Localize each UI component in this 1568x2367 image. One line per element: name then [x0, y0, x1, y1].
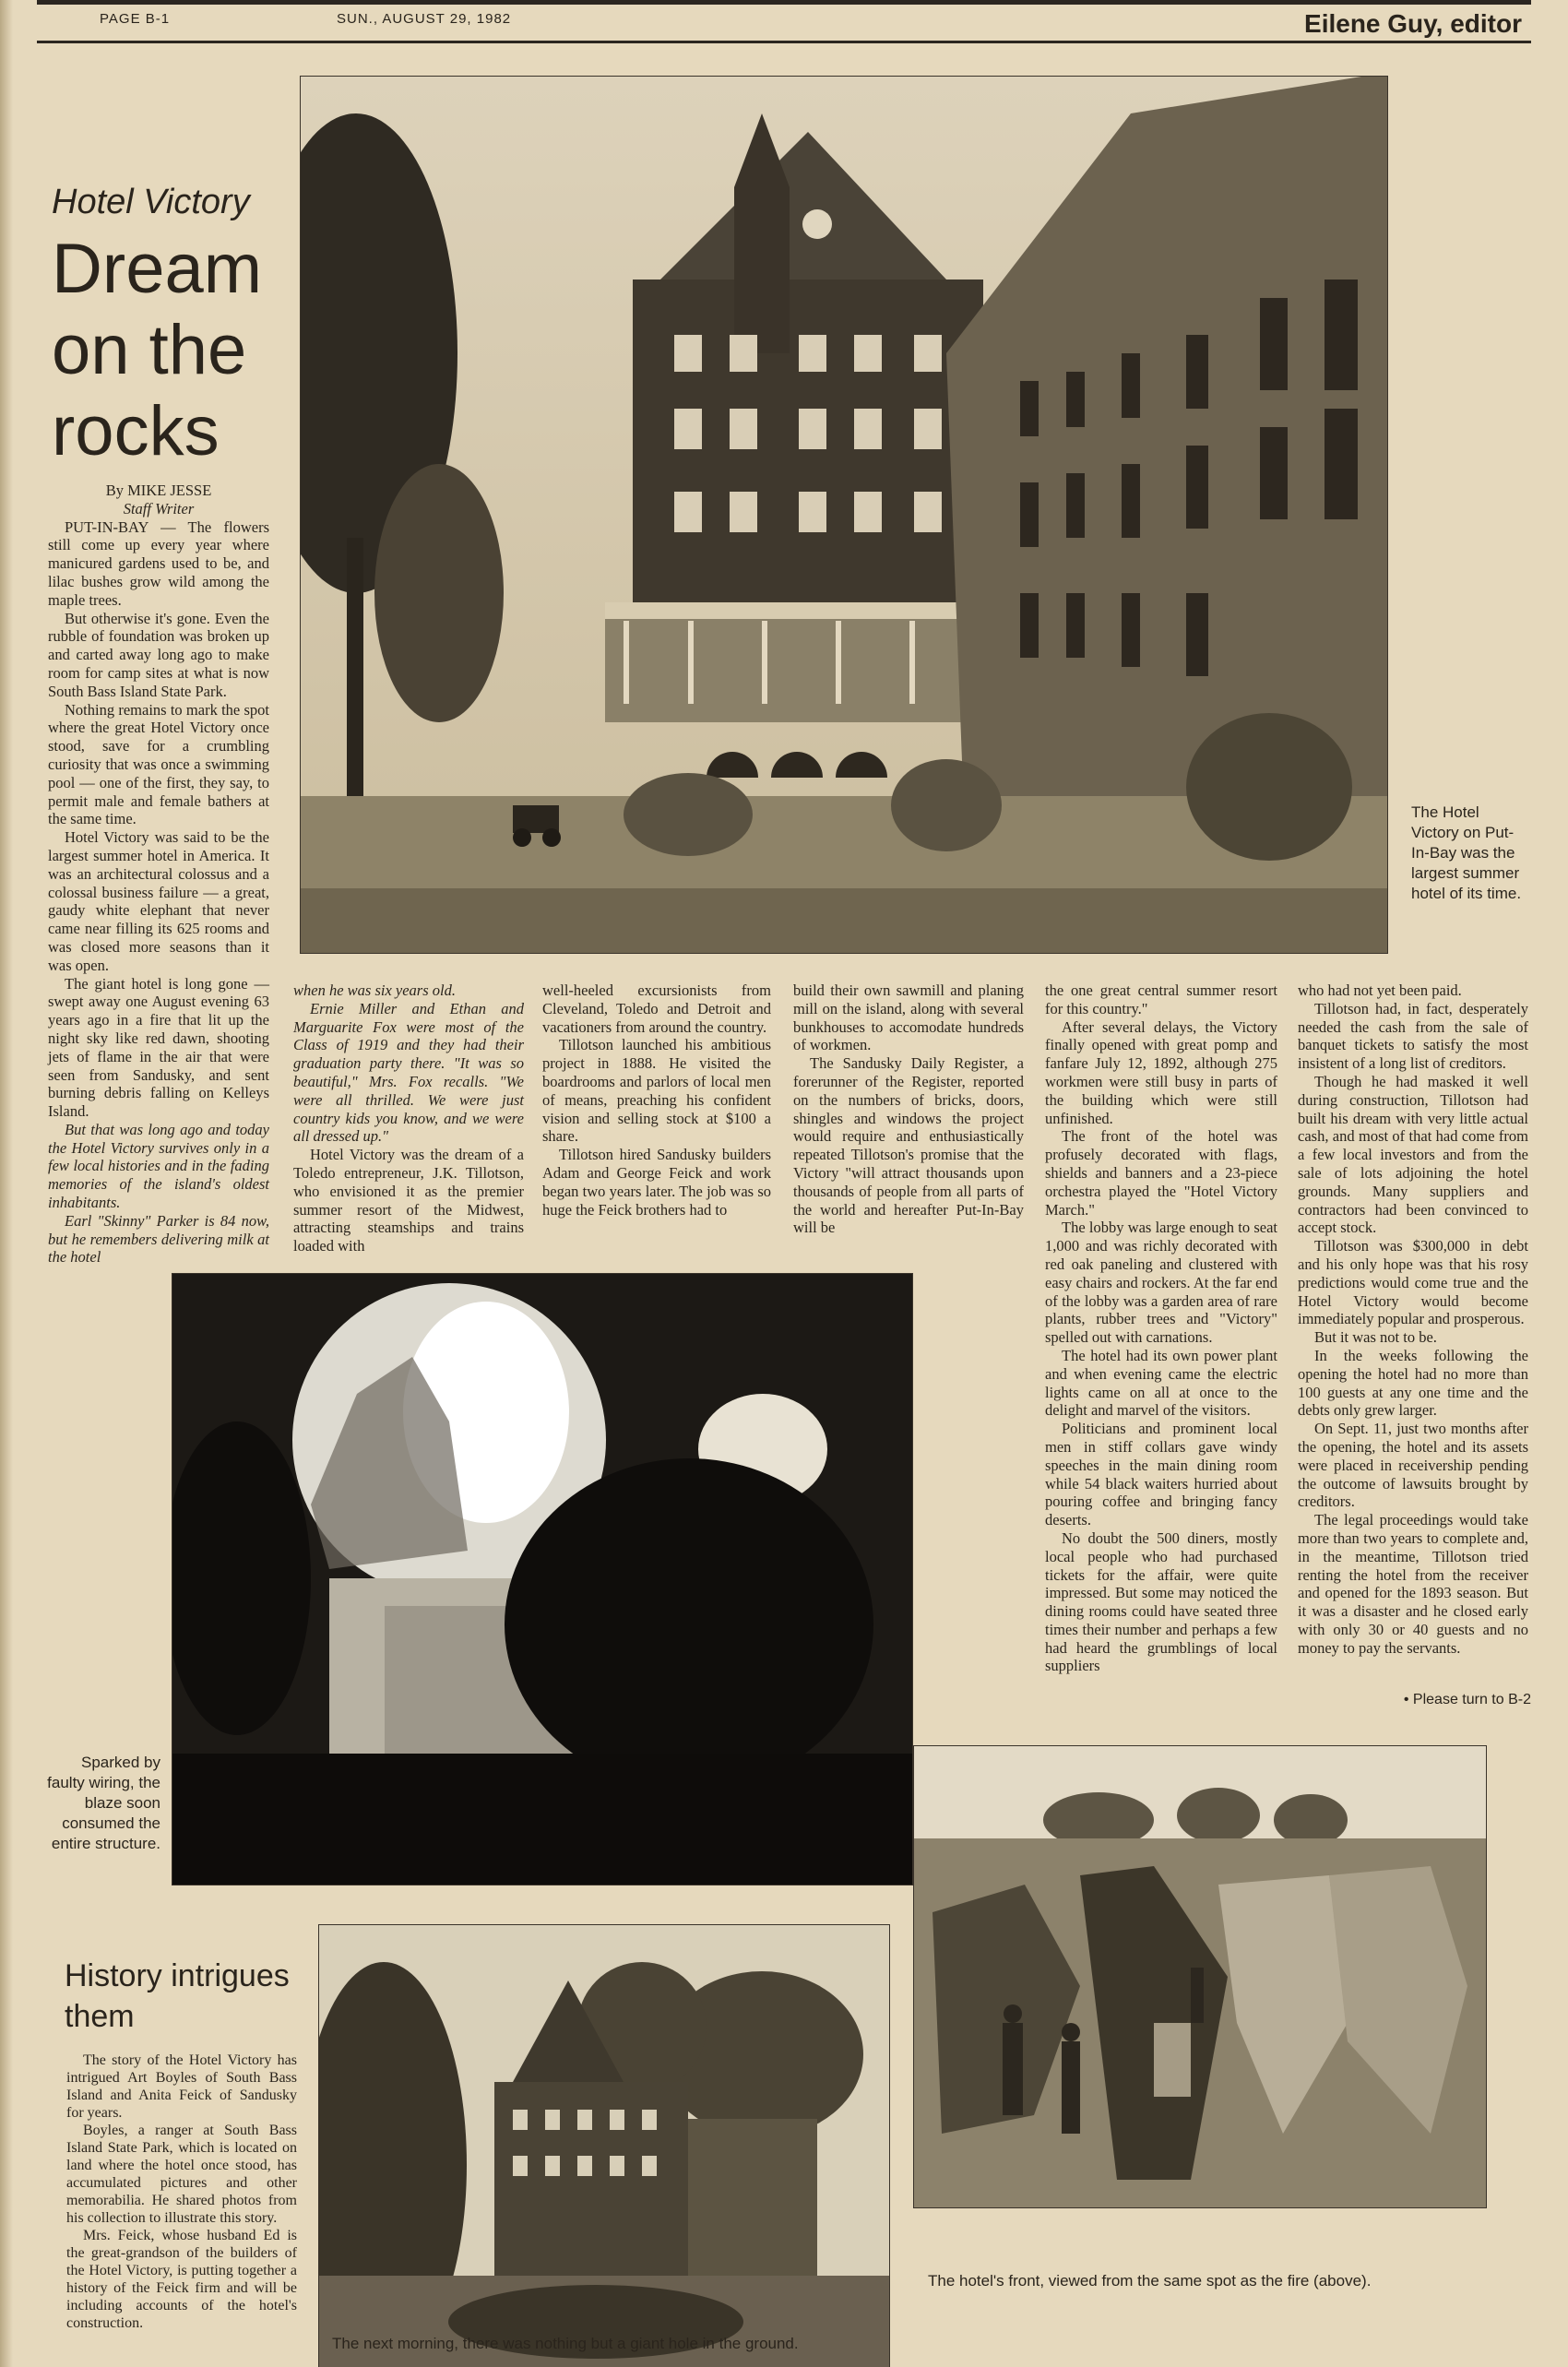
page-edge-shadow: [0, 0, 13, 2367]
paragraph: well-heeled excursionists from Cleveland, Toledo and Detroit and vacationers from around the country.: [542, 981, 771, 1036]
hotel-photo: [300, 76, 1388, 954]
paragraph: Ernie Miller and Ethan and Marguarite Fox were most of the Class of 1919 and they had their graduation party there. "It was so beautiful," Mrs. Fox recalls. "We were all thrilled. We were just country kids you know, and we were all dressed up.": [293, 999, 524, 1146]
paragraph: Hotel Victory was the dream of a Toledo entrepreneur, J.K. Tillotson, who envisioned it as the premier summer resort of the Midwest, attracting steamships and trains loaded with: [293, 1146, 524, 1255]
ruins-photo-image: [914, 1746, 1486, 2207]
ruins-photo-caption: The hotel's front, viewed from the same spot as the fire (above).: [928, 2272, 1372, 2290]
paragraph: The Sandusky Daily Register, a forerunner of the Register, reported on the numbers of bricks, doors, shingles and windows the project would require and enthusiastically repeated Tillotson's promise that the Victory "will attract thousands upon thousands of people from all parts of the world and hereafter Put-In-Bay will be: [793, 1054, 1024, 1237]
ruins-photo: [913, 1745, 1487, 2208]
paragraph: when he was six years old.: [293, 981, 456, 999]
paragraph: In the weeks following the opening the hotel had no more than 100 guests at any one time and the debts only grew larger.: [1298, 1346, 1528, 1420]
fire-photo: [172, 1273, 913, 1885]
continued-note: • Please turn to B-2: [1403, 1692, 1531, 1707]
sidebar-text: [66, 2052, 297, 2332]
paragraph: Mrs. Feick, whose husband Ed is the great-grandson of the builders of the Hotel Victory, is putting together a history of the Feick firm and will be including accounts of the hotel's construction.: [66, 2228, 297, 2331]
paragraph: No doubt the 500 diners, mostly local people who had purchased tickets for the affair, were quite impressed. But some may noticed the dining rooms could have seated three times their number and perhaps a few had heard the grumblings of local suppliers: [1045, 1528, 1277, 1675]
paragraph: The giant hotel is long gone — swept away one August evening 63 years ago in a fire that lit up the night sky like red dawn, shooting jets of flame in the air that were seen from Sandusky, and sent burning debris falling on Kelleys Island.: [48, 974, 269, 1121]
fire-photo-caption: Sparked by faulty wiring, the blaze soon consumed the entire structure.: [47, 1754, 160, 1852]
article-column-5: [1045, 981, 1277, 1675]
page-number: PAGE B-1: [100, 11, 171, 27]
sidebar-headline: History intrigues them: [65, 1958, 290, 2034]
article-column-4: [793, 981, 1024, 1237]
article-column-1: [48, 482, 269, 1267]
paragraph: Tillotson had, in fact, desperately needed the cash from the sale of banquet tickets to satisfy the most insistent of a long list of creditors.: [1298, 999, 1528, 1073]
paragraph: On Sept. 11, just two months after the opening, the hotel and its assets were placed in receivership pending the outcome of lawsuits brought by creditors.: [1298, 1420, 1528, 1511]
article-kicker: Hotel Victory: [52, 183, 250, 221]
article-column-2: [293, 981, 524, 1255]
paragraph: The hotel had its own power plant and when evening came the electric lights came on all at once to the delight and marvel of the visitors.: [1045, 1346, 1277, 1420]
paragraph: Boyles, a ranger at South Bass Island State Park, which is located on land where the hotel once stood, has accumulated pictures and other memorabilia. He shared photos from his collection to illustrate this story.: [66, 2123, 297, 2226]
header-rule: [37, 41, 1531, 43]
paragraph: the one great central summer resort for this country.": [1045, 981, 1277, 1017]
article-headline: Dream on the rocks: [52, 230, 263, 470]
paragraph: PUT-IN-BAY — The flowers still come up every year where manicured gardens used to be, and lilac bushes grow wild among the maple trees.: [48, 517, 269, 609]
paragraph: Nothing remains to mark the spot where the great Hotel Victory once stood, save for a crumbling curiosity that was once a swimming pool — one of the first, they say, to permit male and female bathers at the same time.: [48, 700, 269, 828]
paragraph: who had not yet been paid.: [1298, 981, 1462, 999]
paragraph: The front of the hotel was profusely decorated with flags, shields and banners and a 23-piece orchestra played the "Hotel Victory March.": [1045, 1127, 1277, 1219]
main-photo-caption: The Hotel Victory on Put-In-Bay was the largest summer hotel of its time.: [1411, 803, 1522, 902]
article-column-3: [542, 981, 771, 1219]
morning-photo: [318, 1924, 890, 2367]
editor-credit: Eilene Guy, editor: [1304, 9, 1522, 38]
paragraph: The story of the Hotel Victory has intrigued Art Boyles of South Bass Island and Anita Feick of Sandusky for years.: [66, 2052, 297, 2121]
byline-title: Staff Writer: [123, 499, 195, 517]
paragraph: The legal proceedings would take more than two years to complete and, in the meantime, Tillotson tried renting the hotel from the receiver and opened for the 1893 season. But it was a disaster and he closed early with only 30 or 40 guests and no money to pay the servants.: [1298, 1511, 1528, 1657]
morning-photo-caption: The next morning, there was nothing but a giant hole in the ground.: [332, 2335, 799, 2352]
paragraph: But it was not to be.: [1314, 1328, 1437, 1347]
paragraph: After several delays, the Victory finally opened with great pomp and fanfare July 12, 1892, although 275 workmen were still busy in parts of the building which were still unfinished.: [1045, 1017, 1277, 1127]
paragraph: The lobby was large enough to seat 1,000 and was richly decorated with red oak paneling and clustered with easy chairs and rockers. At the far end of the lobby was a garden area of rare plants, rubber trees and "Victory" spelled out with carnations.: [1045, 1219, 1277, 1347]
hotel-photo-image: [301, 77, 1387, 953]
top-rule: [37, 0, 1531, 5]
paragraph: Though he had masked it well during construction, Tillotson had built his dream with very little actual cash, and most of that had come from a few local investors and from the sale of lots adjoining the hotel grounds. Many suppliers and contractors had been convinced to accept stock.: [1298, 1072, 1528, 1237]
paragraph: But otherwise it's gone. Even the rubble of foundation was broken up and carted away long ago to make room for camp sites at what is now South Bass Island State Park.: [48, 609, 269, 700]
paragraph: Politicians and prominent local men in stiff collars gave windy speeches in the main dining room while 54 black waiters hurried about pouring coffee and bringing fancy deserts.: [1045, 1420, 1277, 1529]
fire-photo-image: [172, 1274, 912, 1885]
paragraph: build their own sawmill and planing mill on the island, along with several bunkhouses to accomodate hundreds of workmen.: [793, 981, 1024, 1054]
paragraph: But that was long ago and today the Hotel Victory survives only in a few local histories and in the fading memories of the island's oldest inhabitants.: [48, 1120, 269, 1212]
issue-date: SUN., AUGUST 29, 1982: [337, 11, 512, 27]
paragraph: Tillotson launched his ambitious project in 1888. He visited the boardrooms and parlors of local men of means, preaching his confident vision and selling stock at $100 a share.: [542, 1036, 771, 1146]
paragraph: Earl "Skinny" Parker is 84 now, but he remembers delivering milk at the hotel: [48, 1211, 269, 1267]
byline-name: By MIKE JESSE: [105, 482, 212, 499]
article-column-6: [1298, 981, 1528, 1657]
paragraph: Hotel Victory was said to be the largest summer hotel in America. It was an architectural colossus and a colossal business failure — a great, gaudy white elephant that never came near filling its 625 rooms and was closed more seasons than it was open.: [48, 828, 269, 974]
paragraph: Tillotson was $300,000 in debt and his only hope was that his rosy predictions would come true and the Hotel Victory would become immediately popular and prosperous.: [1298, 1237, 1528, 1328]
paragraph: Tillotson hired Sandusky builders Adam and George Feick and work began two years later. The job was so huge the Feick brothers had to: [542, 1146, 771, 1219]
morning-photo-image: [319, 1925, 889, 2367]
